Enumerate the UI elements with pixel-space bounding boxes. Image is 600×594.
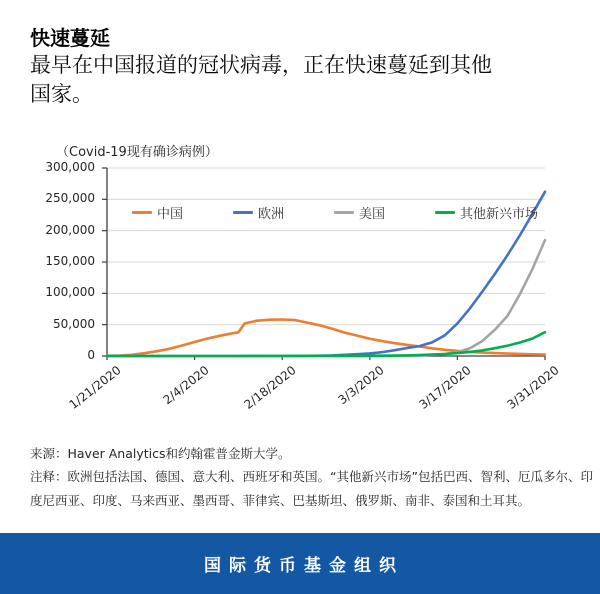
page-subtitle: 最早在中国报道的冠状病毒，正在快速蔓延到其他国家。: [30, 53, 492, 106]
note-line-1: 注释：欧洲包括法国、德国、意大利、西班牙和英国。“其他新兴市场”包括巴西、智利、厄瓜多尔、印: [30, 469, 593, 484]
series-line: [107, 240, 545, 356]
legend-line-swatch: [233, 211, 253, 214]
legend-line-swatch: [132, 211, 152, 214]
page-title: 快速蔓延: [30, 26, 110, 50]
legend-label: 其他新兴市场: [460, 207, 539, 222]
imf-logo-text: 国际货币基金组织: [204, 556, 404, 576]
footer-bar: [0, 533, 600, 594]
series-line: [107, 332, 545, 356]
legend-item: [435, 203, 538, 222]
legend-label: 美国: [359, 207, 386, 222]
x-tick-label: 3/31/2020: [504, 363, 562, 412]
note-line-2: 度尼西亚、印度、马来西亚、墨西哥、菲律宾、巴基斯坦、俄罗斯、南非、泰国和土耳其。: [30, 493, 531, 508]
x-tick-label: 3/17/2020: [416, 363, 475, 412]
legend-item: [132, 203, 183, 222]
x-tick-label: 1/21/2020: [66, 363, 124, 412]
x-tick-label: 3/3/2020: [335, 363, 387, 408]
legend-line-swatch: [435, 211, 455, 214]
legend-label: 中国: [157, 207, 184, 222]
y-tick-label: 100,000: [45, 285, 95, 300]
y-tick-label: 200,000: [45, 222, 95, 237]
y-tick-label: 150,000: [45, 254, 95, 268]
series-line: [107, 320, 545, 356]
chart-legend: [132, 203, 538, 222]
y-tick-label: 0: [87, 348, 95, 362]
legend-label: 欧洲: [258, 207, 285, 222]
y-tick-label: 50,000: [53, 316, 95, 331]
x-tick-label: 2/18/2020: [241, 363, 299, 412]
chart-axis-title: （Covid-19现有确诊病例）: [56, 145, 218, 160]
y-tick-label: 300,000: [45, 160, 95, 174]
legend-item: [233, 203, 284, 222]
x-tick-label: 2/4/2020: [160, 363, 212, 408]
y-tick-label: 250,000: [45, 191, 95, 206]
source-line: 来源：Haver Analytics和约翰霍普金斯大学。: [30, 446, 291, 461]
legend-item: [334, 203, 385, 222]
legend-line-swatch: [334, 211, 354, 214]
